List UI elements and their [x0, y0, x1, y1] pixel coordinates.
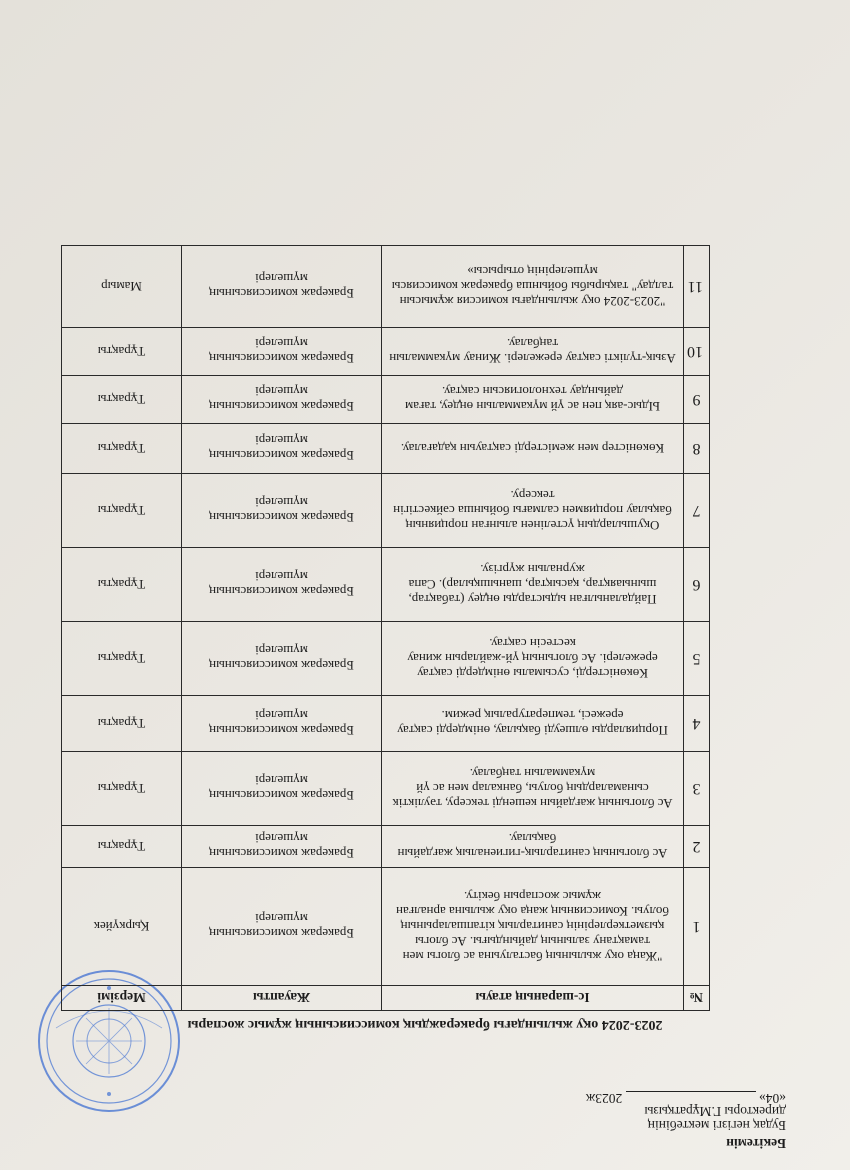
task-cell: Пайдаланылған ыдыстарды өңдеу (табақтар, шыныаяқтар, қасықтар, шанышқылар). Сапа журналын жүргізу. [382, 548, 684, 622]
responsible-cell: Бракераж комиссиясының мүшелері [182, 622, 382, 696]
task-cell: Азық-түлікті сақтау ережелері. Жинау мүкаммалын таңбалау. [382, 328, 684, 376]
school-name: Будақ негізгі мектебінің [647, 1118, 786, 1133]
approval-date: «04» 2023ж [585, 1091, 786, 1106]
table-row [62, 474, 710, 548]
approval-heading: Бекітемін [726, 1136, 786, 1151]
responsible-cell: Бракераж комиссиясының мүшелері [182, 424, 382, 474]
work-plan-table [61, 245, 710, 1011]
deadline-cell: Қыркүйек [62, 868, 182, 986]
table-row [62, 376, 710, 424]
task-cell: Ас блогының санитарлық-гигиеналық жағдайын бақылау. [382, 826, 684, 868]
deadline-cell: Тұрақты [62, 752, 182, 826]
row-number: 6 [684, 548, 710, 622]
responsible-cell: Бракераж комиссиясының мүшелері [182, 696, 382, 752]
table-row [62, 548, 710, 622]
task-cell: Көкөністерді, сусымалы өнімдерді сақтау ережелері. Ас блогының үй-жайларын жинау кестесін сақтау. [382, 622, 684, 696]
row-number: 10 [684, 328, 710, 376]
row-number: 2 [684, 826, 710, 868]
row-number: 8 [684, 424, 710, 474]
row-number: 11 [684, 246, 710, 328]
task-cell: Порцияларды өлшеуді бақылау, өнімдерді сақтау ережесі, температуралық режим. [382, 696, 684, 752]
task-cell: "2023-2024 оқу жылындағы комиссия жұмысын талдау" тақырыбы бойынша бракераж комиссиясы мүшелерінің отырысы» [382, 246, 684, 328]
deadline-cell: Тұрақты [62, 548, 182, 622]
task-cell: Ас блогының жағдайын кешенді тексеру, тәуліктік сынамалардың болуы, банкалар мен ас үй мүкаммалын таңбалау. [382, 752, 684, 826]
task-cell: "Жаңа оқу жылының басталуына ас блогы мен тамақтану залының дайындығы. Ас блогы қызметкерлерінің санитарлық кітапшаларының болуы. Комиссияның жаңа оқу жылына арналған жұмыс жоспарын бекіту. [382, 868, 684, 986]
task-cell: Көкөністер мен жемістерді сақтауын қадағалау. [382, 424, 684, 474]
deadline-cell: Тұрақты [62, 622, 182, 696]
deadline-cell: Тұрақты [62, 376, 182, 424]
table-row [62, 826, 710, 868]
row-number: 9 [684, 376, 710, 424]
col-header-task: Іс-шараның атауы [382, 986, 684, 1011]
deadline-cell: Тұрақты [62, 826, 182, 868]
deadline-cell: Тұрақты [62, 328, 182, 376]
document-title: 2023-2024 оқу жылындағы бракераждық комиссиясының жұмыс жоспары [187, 1017, 663, 1032]
signature-line [626, 1091, 756, 1104]
responsible-cell: Бракераж комиссиясының мүшелері [182, 328, 382, 376]
table-row [62, 696, 710, 752]
table-row [62, 328, 710, 376]
deadline-cell: Тұрақты [62, 424, 182, 474]
table-header-row [62, 986, 710, 1011]
row-number: 4 [684, 696, 710, 752]
table-row [62, 622, 710, 696]
row-number: 5 [684, 622, 710, 696]
responsible-cell: Бракераж комиссиясының мүшелері [182, 246, 382, 328]
deadline-cell: Тұрақты [62, 474, 182, 548]
col-header-number: № [684, 986, 710, 1011]
responsible-cell: Бракераж комиссиясының мүшелері [182, 548, 382, 622]
responsible-cell: Бракераж комиссиясының мүшелері [182, 376, 382, 424]
date-year: 2023ж [585, 1091, 623, 1106]
table-row [62, 246, 710, 328]
row-number: 3 [684, 752, 710, 826]
responsible-cell: Бракераж комиссиясының мүшелері [182, 752, 382, 826]
date-day: 04 [765, 1091, 780, 1106]
col-header-deadline: Мерзімі [62, 986, 182, 1011]
responsible-cell: Бракераж комиссиясының мүшелері [182, 826, 382, 868]
deadline-cell: Тұрақты [62, 696, 182, 752]
table-row [62, 752, 710, 826]
task-cell: Ыдыс-аяқ пен ас үй мүкаммалын өңдеу, тағам дайындау технологиясын сақтау. [382, 376, 684, 424]
responsible-cell: Бракераж комиссиясының мүшелері [182, 474, 382, 548]
deadline-cell: Мамыр [62, 246, 182, 328]
row-number: 1 [684, 868, 710, 986]
table-row [62, 424, 710, 474]
director-name: директоры Г.Мұратқызы [644, 1104, 786, 1119]
responsible-cell: Бракераж комиссиясының мүшелері [182, 868, 382, 986]
table-row [62, 868, 710, 986]
col-header-responsible: Жауапты [182, 986, 382, 1011]
task-cell: Оқушылардың үстелінен алынған порцияның бақылау порциямен салмағы бойынша сәйкестігін тексеру. [382, 474, 684, 548]
row-number: 7 [684, 474, 710, 548]
